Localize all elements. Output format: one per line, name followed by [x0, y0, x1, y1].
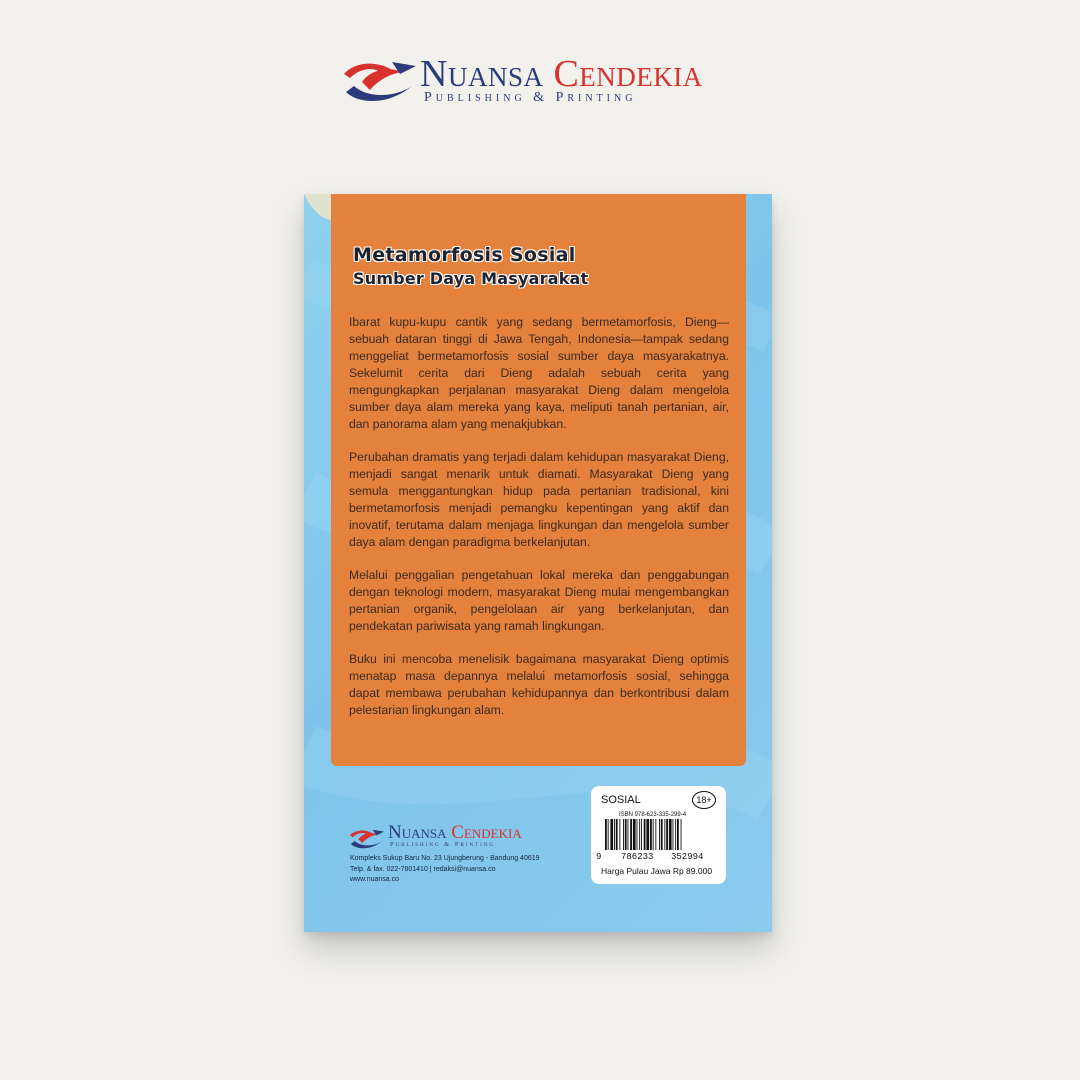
book-blurb [349, 314, 729, 735]
isbn-label [591, 786, 726, 884]
publisher-website: www.nuansa.co [350, 876, 400, 883]
isbn-number: ISBN 978-623-335-299-4 [619, 812, 687, 818]
blurb-paragraph: Ibarat kupu-kupu cantik yang sedang bermetamorfosis, Dieng—sebuah dataran tinggi di Jawa Tengah, Indonesia—tampak sedang menggeliat bermetamorfosis sosial sumber daya masyarakatnya. Sekelumit cerita dari Dieng adalah sebuah cerita yang mengungkapkan perjalanan masyarakat Dieng dalam mengelola sumber daya alam mereka yang kaya, meliputi tanah pertanian, air, dan panorama alam yang menakjubkan. [349, 315, 729, 431]
back-publisher-name-word1: Nuansa [388, 822, 447, 843]
category-label: SOSIAL [601, 794, 641, 806]
back-publisher-tagline: Publishing & Printing [390, 841, 496, 848]
age-rating-badge: 18+ [692, 791, 716, 809]
publisher-tagline: Publishing & Printing [424, 90, 637, 105]
publisher-logo [340, 52, 750, 112]
publisher-contact [350, 854, 590, 886]
price-text: Harga Pulau Jawa Rp 89.000 [601, 866, 713, 876]
book-title: Metamorfosis Sosial [353, 244, 576, 266]
back-publisher-name-word2: Cendekia [451, 822, 522, 843]
book-back-cover [304, 194, 772, 932]
book-subtitle: Sumber Daya Masyarakat [353, 269, 589, 288]
publisher-name-word2: Cendekia [553, 53, 703, 95]
barcode-digits-right: 352994 [671, 852, 704, 862]
publisher-name-word1: Nuansa [420, 53, 544, 95]
barcode-digits-left: 786233 [621, 852, 654, 862]
publisher-logo-icon [340, 52, 420, 107]
blurb-paragraph: Perubahan dramatis yang terjadi dalam kehidupan masyarakat Dieng, menjadi sangat menarik untuk diamati. Masyarakat Dieng yang semula menggantungkan hidup pada pertanian tradisional, kini bermetamorfosis menjadi pemangku kepentingan yang aktif dan inovatif, terutama dalam menjaga lingkungan dan mengelola sumber daya alam dengan paradigma berkelanjutan. [349, 450, 729, 549]
publisher-phone-email: Telp. & fax. 022-7801410 | redaksi@nuansa.co [350, 865, 496, 873]
blurb-panel [331, 194, 746, 766]
barcode-digit-prefix: 9 [596, 852, 602, 862]
publisher-logo-icon [348, 824, 386, 852]
blurb-paragraph: Melalui penggalian pengetahuan lokal mereka dan penggabungan dengan teknologi modern, masyarakat Dieng mulai mengembangkan pertanian organik, pengelolaan air yang berkelanjutan, dan pendekatan pariwisata yang ramah lingkungan. [349, 568, 729, 633]
publisher-address: Kompleks Sukup Baru No. 23 Ujungberung - Bandung 40619 [350, 855, 540, 862]
blurb-paragraph: Buku ini mencoba menelisik bagaimana masyarakat Dieng optimis menatap masa depannya melalui metamorfosis sosial, sehingga dapat membawa perubahan kehidupannya dan berkontribusi dalam pelestarian lingkungan alam. [349, 652, 729, 717]
